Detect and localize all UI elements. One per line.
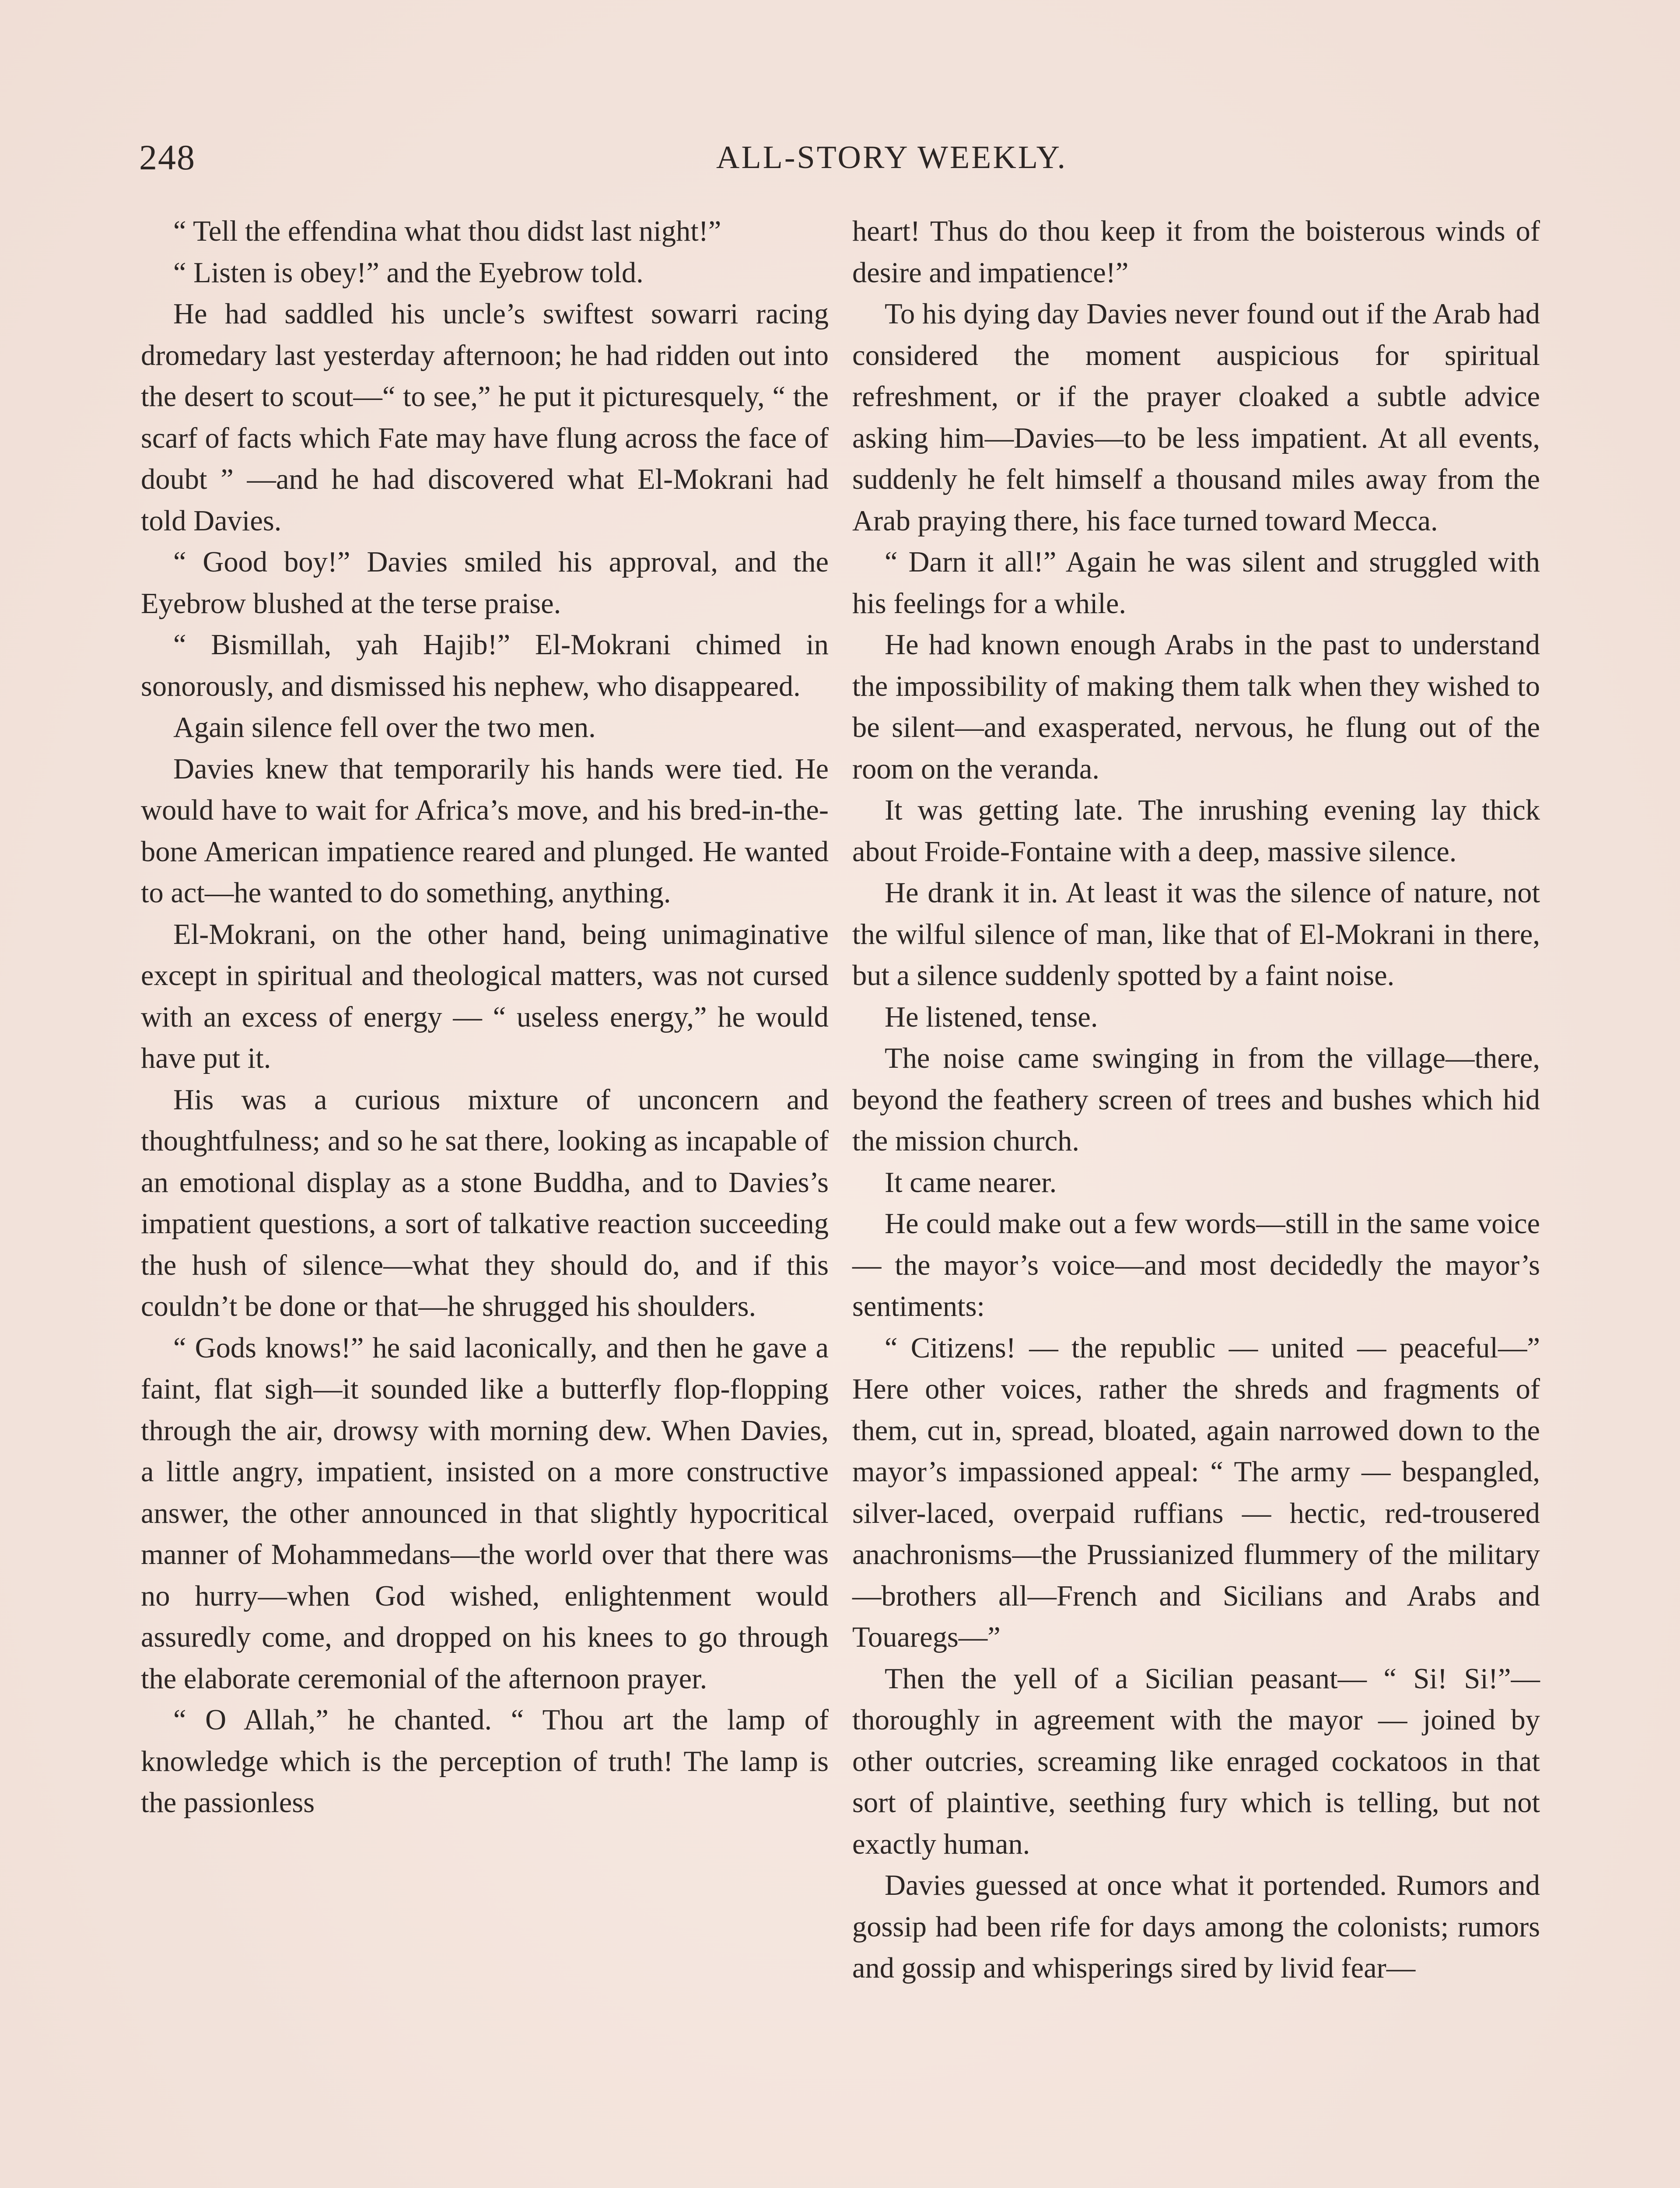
paragraph: Again silence fell over the two men. [173,712,596,743]
paragraph: “ O Allah,” he chanted. “ Thou art the lamp of knowledge which is the perception of truth! The lamp is the passionless [141,1704,829,1819]
page-header [139,133,1539,182]
paragraph: It was getting late. The inrushing evening lay thick about Froide-Fontaine with a deep, massive silence. [852,794,1540,868]
paragraph: It came nearer. [885,1166,1057,1199]
running-head: ALL-STORY WEEKLY. [716,140,1067,175]
left-text-column [141,211,829,1824]
paragraph: El-Mokrani, on the other hand, being unimaginative except in spiritual and theological matters, was not cursed with an excess of energy — “ useless energy,” he would have put it. [141,918,829,1074]
page-number: 248 [139,137,196,177]
right-text-column [852,211,1540,1989]
paragraph: He could make out a few words—still in the same voice — the mayor’s voice—and most decidedly the mayor’s sentiments: [852,1208,1540,1322]
paragraph: Davies guessed at once what it portended. Rumors and gossip had been rife for days among the colonists; rumors and gossip and whisperings sired by livid fear— [852,1869,1540,1984]
paragraph: He had known enough Arabs in the past to understand the impossibility of making them talk when they wished to be silent—and exasperated, nervous, he flung out of the room on the veranda. [852,629,1540,785]
paragraph: “ Gods knows!” he said laconically, and then he gave a faint, flat sigh—it sounded like a butterfly flop-flopping through the air, drowsy with morning dew. When Davies, a little angry, impatient, insisted on a more constructive answer, the other announced in that slightly hypocritical manner of Mohammedans—the world over that there was no hurry—when God wished, enlightenment would assuredly come, and dropped on his knees to go through the elaborate ceremonial of the afternoon prayer. [141,1332,829,1695]
paragraph: The noise came swinging in from the village—there, beyond the feathery screen of trees and bushes which hid the mission church. [852,1042,1540,1157]
paragraph: heart! Thus do thou keep it from the boisterous winds of desire and impatience!” [852,215,1540,289]
paragraph: “ Listen is obey!” and the Eyebrow told. [173,256,644,289]
paragraph: He had saddled his uncle’s swiftest sowarri racing dromedary last yesterday afternoon; he had ridden out into the desert to scout—“ to see,” he put it picturesquely, “ the scarf of facts which Fate may have flung across the face of doubt ” —and he had discovered what El-Mokrani had told Davies. [141,298,829,537]
paragraph: “ Bismillah, yah Hajib!” El-Mokrani chimed in sonorously, and dismissed his nephew, who disappeared. [141,629,829,702]
paragraph: “ Citizens! — the republic — united — peaceful—” Here other voices, rather the shreds and fragments of them, cut in, spread, bloated, again narrowed down to the mayor’s impassioned appeal: “ The army — bespangled, silver-laced, overpaid ruffians — hectic, red-trousered anachronisms—the Prussianized flummery of the military—brothers all—French and Sicilians and Arabs and Touaregs—” [852,1332,1540,1653]
paragraph: “ Darn it all!” Again he was silent and struggled with his feelings for a while. [852,546,1540,620]
paragraph: His was a curious mixture of unconcern and thoughtfulness; and so he sat there, looking as incapable of an emotional display as a stone Buddha, and to Davies’s impatient questions, a sort of talkative reaction succeeding the hush of silence—what they should do, and if this couldn’t be done or that—he shrugged his shoulders. [141,1083,829,1322]
paragraph: To his dying day Davies never found out if the Arab had considered the moment auspicious for spiritual refreshment, or if the prayer cloaked a subtle advice asking him—Davies—to be less impatient. At all events, suddenly he felt himself a thousand miles away from the Arab praying there, his face turned toward Mecca. [852,298,1540,537]
paragraph: “ Good boy!” Davies smiled his approval, and the Eyebrow blushed at the terse praise. [141,546,829,620]
paragraph: He drank it in. At least it was the silence of nature, not the wilful silence of man, like that of El-Mokrani in there, but a silence suddenly spotted by a faint noise. [852,877,1540,992]
paragraph: “ Tell the effendina what thou didst last night!” [173,215,721,247]
paragraph: Davies knew that temporarily his hands were tied. He would have to wait for Africa’s move, and his bred-in-the-bone American impatience reared and plunged. He wanted to act—he wanted to do something, anything. [141,753,829,909]
paragraph: Then the yell of a Sicilian peasant— “ Si! Si!”—thoroughly in agreement with the mayor — joined by other outcries, screaming like enraged cockatoos in that sort of plaintive, seething fury which is telling, but not exactly human. [852,1662,1540,1860]
paragraph: He listened, tense. [885,1001,1098,1033]
